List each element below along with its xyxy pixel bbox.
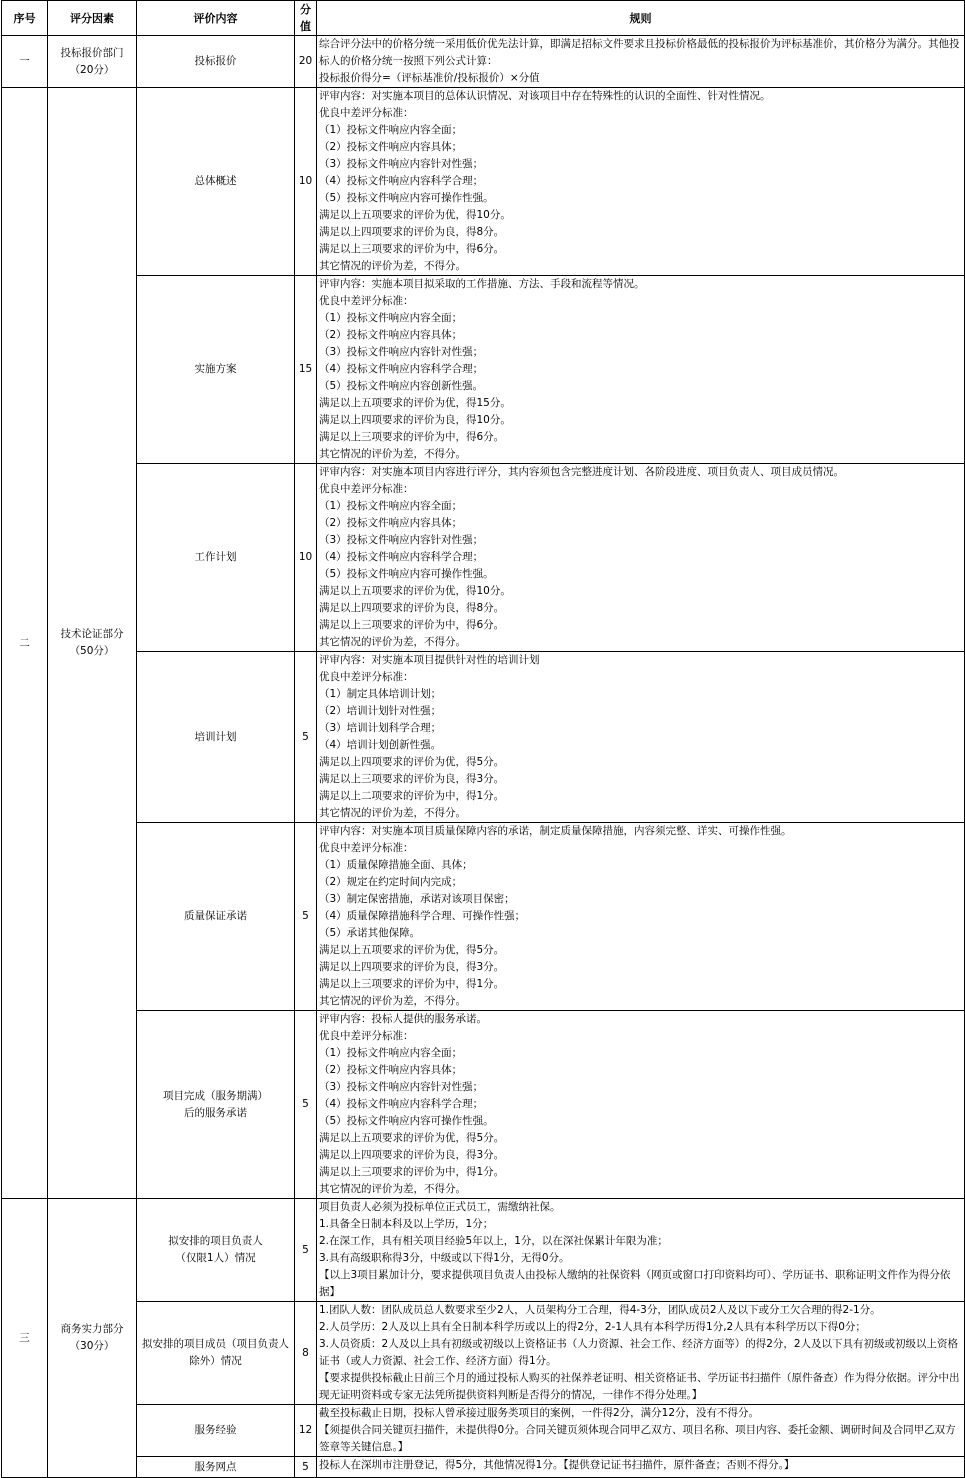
header-factor: 评分因素 bbox=[48, 1, 137, 36]
item-rule: 评审内容：对实施本项目的总体认识情况、对该项目中存在特殊性的认识的全面性、针对性情况。 优良中差评分标准： （1）投标文件响应内容全面； （2）投标文件响应内容具体； （3）投标文件响应内容针对性强； （4）投标文件响应内容科学合理； （5）投标文件响应内容可操作性强。 满足以上五项要求的评价为优，得10分。 满足以上四项要求的评价为良，得8分。 满足以上三项要求的评价为中，得6分。 其它情况的评价为差，不得分。 bbox=[317, 88, 965, 276]
item-rule: 评审内容：对实施本项目提供针对性的培训计划 优良中差评分标准： （1）制定具体培训计划； （2）培训计划针对性强； （3）培训计划科学合理； （4）培训计划创新性强。 满足以上四项要求的评价为优，得5分。 满足以上三项要求的评价为良，得3分。 满足以上二项要求的评价为中，得1分。 其它情况的评价为差，不得分。 bbox=[317, 652, 965, 823]
table-row bbox=[2, 36, 965, 88]
item-rule: 评审内容：对实施本项目内容进行评分，其内容须包含完整进度计划、各阶段进度、项目负责人、项目成员情况。 优良中差评分标准： （1）投标文件响应内容全面； （2）投标文件响应内容具体； （3）投标文件响应内容针对性强； （4）投标文件响应内容科学合理； （5）投标文件响应内容可操作性强。 满足以上五项要求的评价为优，得10分。 满足以上四项要求的评价为良，得8分。 满足以上三项要求的评价为中，得6分。 其它情况的评价为差，不得分。 bbox=[317, 464, 965, 652]
item-score: 12 bbox=[295, 1405, 317, 1457]
item-score: 8 bbox=[295, 1302, 317, 1405]
item-score: 10 bbox=[295, 464, 317, 652]
item-name: 服务网点 bbox=[137, 1457, 295, 1478]
item-rule: 1.团队人数：团队成员总人数要求至少2人，人员架构分工合理，得4-3分，团队成员2人及以下或分工欠合理的得2-1分。 2.人员学历：2人及以上具有全日制本科学历或以上的得2分，2-1人具有本科学历得1分,2人具有本科学历以下得0分； 3.人员资质：2人及以上具有初级或初级以上资格证书（人力资源、社会工作、经济方面等）的得2分，2人及以下具有初级或初级以上资格证书（或人力资源、社会工作、经济方面）得1分。 【要求提供投标截止日前三个月的通过投标人购买的社保养老证明、相关资格证书、学历证书扫描件（原件备查）作为得分依据。评分中出现无证明资料或专家无法凭所提供资料判断是否得分的情况，一律作不得分处理。】 bbox=[317, 1302, 965, 1405]
item-rule: 评审内容：实施本项目拟采取的工作措施、方法、手段和流程等情况。 优良中差评分标准： （1）投标文件响应内容全面； （2）投标文件响应内容具体； （3）投标文件响应内容针对性强； （4）投标文件响应内容科学合理； （5）投标文件响应内容创新性强。 满足以上五项要求的评价为优，得15分。 满足以上四项要求的评价为良，得10分。 满足以上三项要求的评价为中，得6分。 其它情况的评价为差，不得分。 bbox=[317, 276, 965, 464]
item-score: 5 bbox=[295, 1011, 317, 1199]
item-rule: 投标人在深圳市注册登记，得5分，其他情况得1分。【提供登记证书扫描件，原件备查；否则不得分。】 bbox=[317, 1457, 965, 1478]
table-row bbox=[2, 1457, 965, 1478]
item-score: 5 bbox=[295, 1457, 317, 1478]
item-name: 质量保证承诺 bbox=[137, 823, 295, 1011]
section-seq: 一 bbox=[2, 36, 48, 88]
item-score: 5 bbox=[295, 1199, 317, 1302]
item-name: 项目完成（服务期满） 后的服务承诺 bbox=[137, 1011, 295, 1199]
table-row bbox=[2, 464, 965, 652]
item-rule: 评审内容：投标人提供的服务承诺。 优良中差评分标准： （1）投标文件响应内容全面； （2）投标文件响应内容具体； （3）投标文件响应内容针对性强； （4）投标文件响应内容科学合理； （5）投标文件响应内容可操作性强。 满足以上五项要求的评价为优，得5分。 满足以上四项要求的评价为良，得3分。 满足以上三项要求的评价为中，得1分。 其它情况的评价为差，不得分。 bbox=[317, 1011, 965, 1199]
table-row bbox=[2, 1405, 965, 1457]
item-name: 拟安排的项目负责人 （仅限1人）情况 bbox=[137, 1199, 295, 1302]
item-score: 5 bbox=[295, 652, 317, 823]
item-name: 实施方案 bbox=[137, 276, 295, 464]
table-row bbox=[2, 823, 965, 1011]
item-rule: 截至投标截止日期，投标人曾承接过服务类项目的案例，一件得2分，满分12分，没有不得分。 【须提供合同关键页扫描件，未提供得0分。合同关键页须体现合同甲乙双方、项目名称、项目内容、委托金额、调研时间及合同甲乙双方签章等关键信息。】 bbox=[317, 1405, 965, 1457]
table-row bbox=[2, 276, 965, 464]
item-score: 5 bbox=[295, 823, 317, 1011]
header-seq: 序号 bbox=[2, 1, 48, 36]
item-score: 15 bbox=[295, 276, 317, 464]
item-name: 拟安排的项目成员（项目负责人除外）情况 bbox=[137, 1302, 295, 1405]
section-factor: 投标报价部门 （20分） bbox=[48, 36, 137, 88]
section-seq: 二 bbox=[2, 88, 48, 1199]
section-factor: 商务实力部分 （30分） bbox=[48, 1199, 137, 1478]
item-name: 服务经验 bbox=[137, 1405, 295, 1457]
item-name: 投标报价 bbox=[137, 36, 295, 88]
header-rule: 规则 bbox=[317, 1, 965, 36]
table-row bbox=[2, 1302, 965, 1405]
item-score: 10 bbox=[295, 88, 317, 276]
header-score: 分值 bbox=[295, 1, 317, 36]
header-row bbox=[2, 1, 965, 36]
table-row bbox=[2, 1011, 965, 1199]
item-rule: 综合评分法中的价格分统一采用低价优先法计算，即满足招标文件要求且投标价格最低的投标报价为评标基准价，其价格分为满分。其他投标人的价格分统一按照下列公式计算： 投标报价得分=（评标基准价/投标报价）×分值 bbox=[317, 36, 965, 88]
header-content: 评价内容 bbox=[137, 1, 295, 36]
item-name: 工作计划 bbox=[137, 464, 295, 652]
item-name: 培训计划 bbox=[137, 652, 295, 823]
table-row bbox=[2, 1199, 965, 1302]
item-rule: 项目负责人必须为投标单位正式员工，需缴纳社保。 1.具备全日制本科及以上学历，1分； 2.在深工作，具有相关项目经验5年以上，1分，以在深社保累计年限为准； 3.具有高级职称得3分，中级或以下得1分，无得0分。 【以上3项目累加计分，要求提供项目负责人由投标人缴纳的社保资料（网页或窗口打印资料均可）、学历证书、职称证明文件作为得分依据】 bbox=[317, 1199, 965, 1302]
scoring-table bbox=[1, 0, 965, 1478]
table-row bbox=[2, 652, 965, 823]
section-factor: 技术论证部分 （50分） bbox=[48, 88, 137, 1199]
item-rule: 评审内容：对实施本项目质量保障内容的承诺，制定质量保障措施，内容须完整、详实、可操作性强。 优良中差评分标准： （1）质量保障措施全面、具体； （2）规定在约定时间内完成； （3）制定保密措施，承诺对该项目保密； （4）质量保障措施科学合理、可操作性强； （5）承诺其他保障。 满足以上五项要求的评价为优，得5分。 满足以上四项要求的评价为良，得3分。 满足以上三项要求的评价为中，得1分。 其它情况的评价为差，不得分。 bbox=[317, 823, 965, 1011]
item-name: 总体概述 bbox=[137, 88, 295, 276]
table-row bbox=[2, 88, 965, 276]
item-score: 20 bbox=[295, 36, 317, 88]
section-seq: 三 bbox=[2, 1199, 48, 1478]
